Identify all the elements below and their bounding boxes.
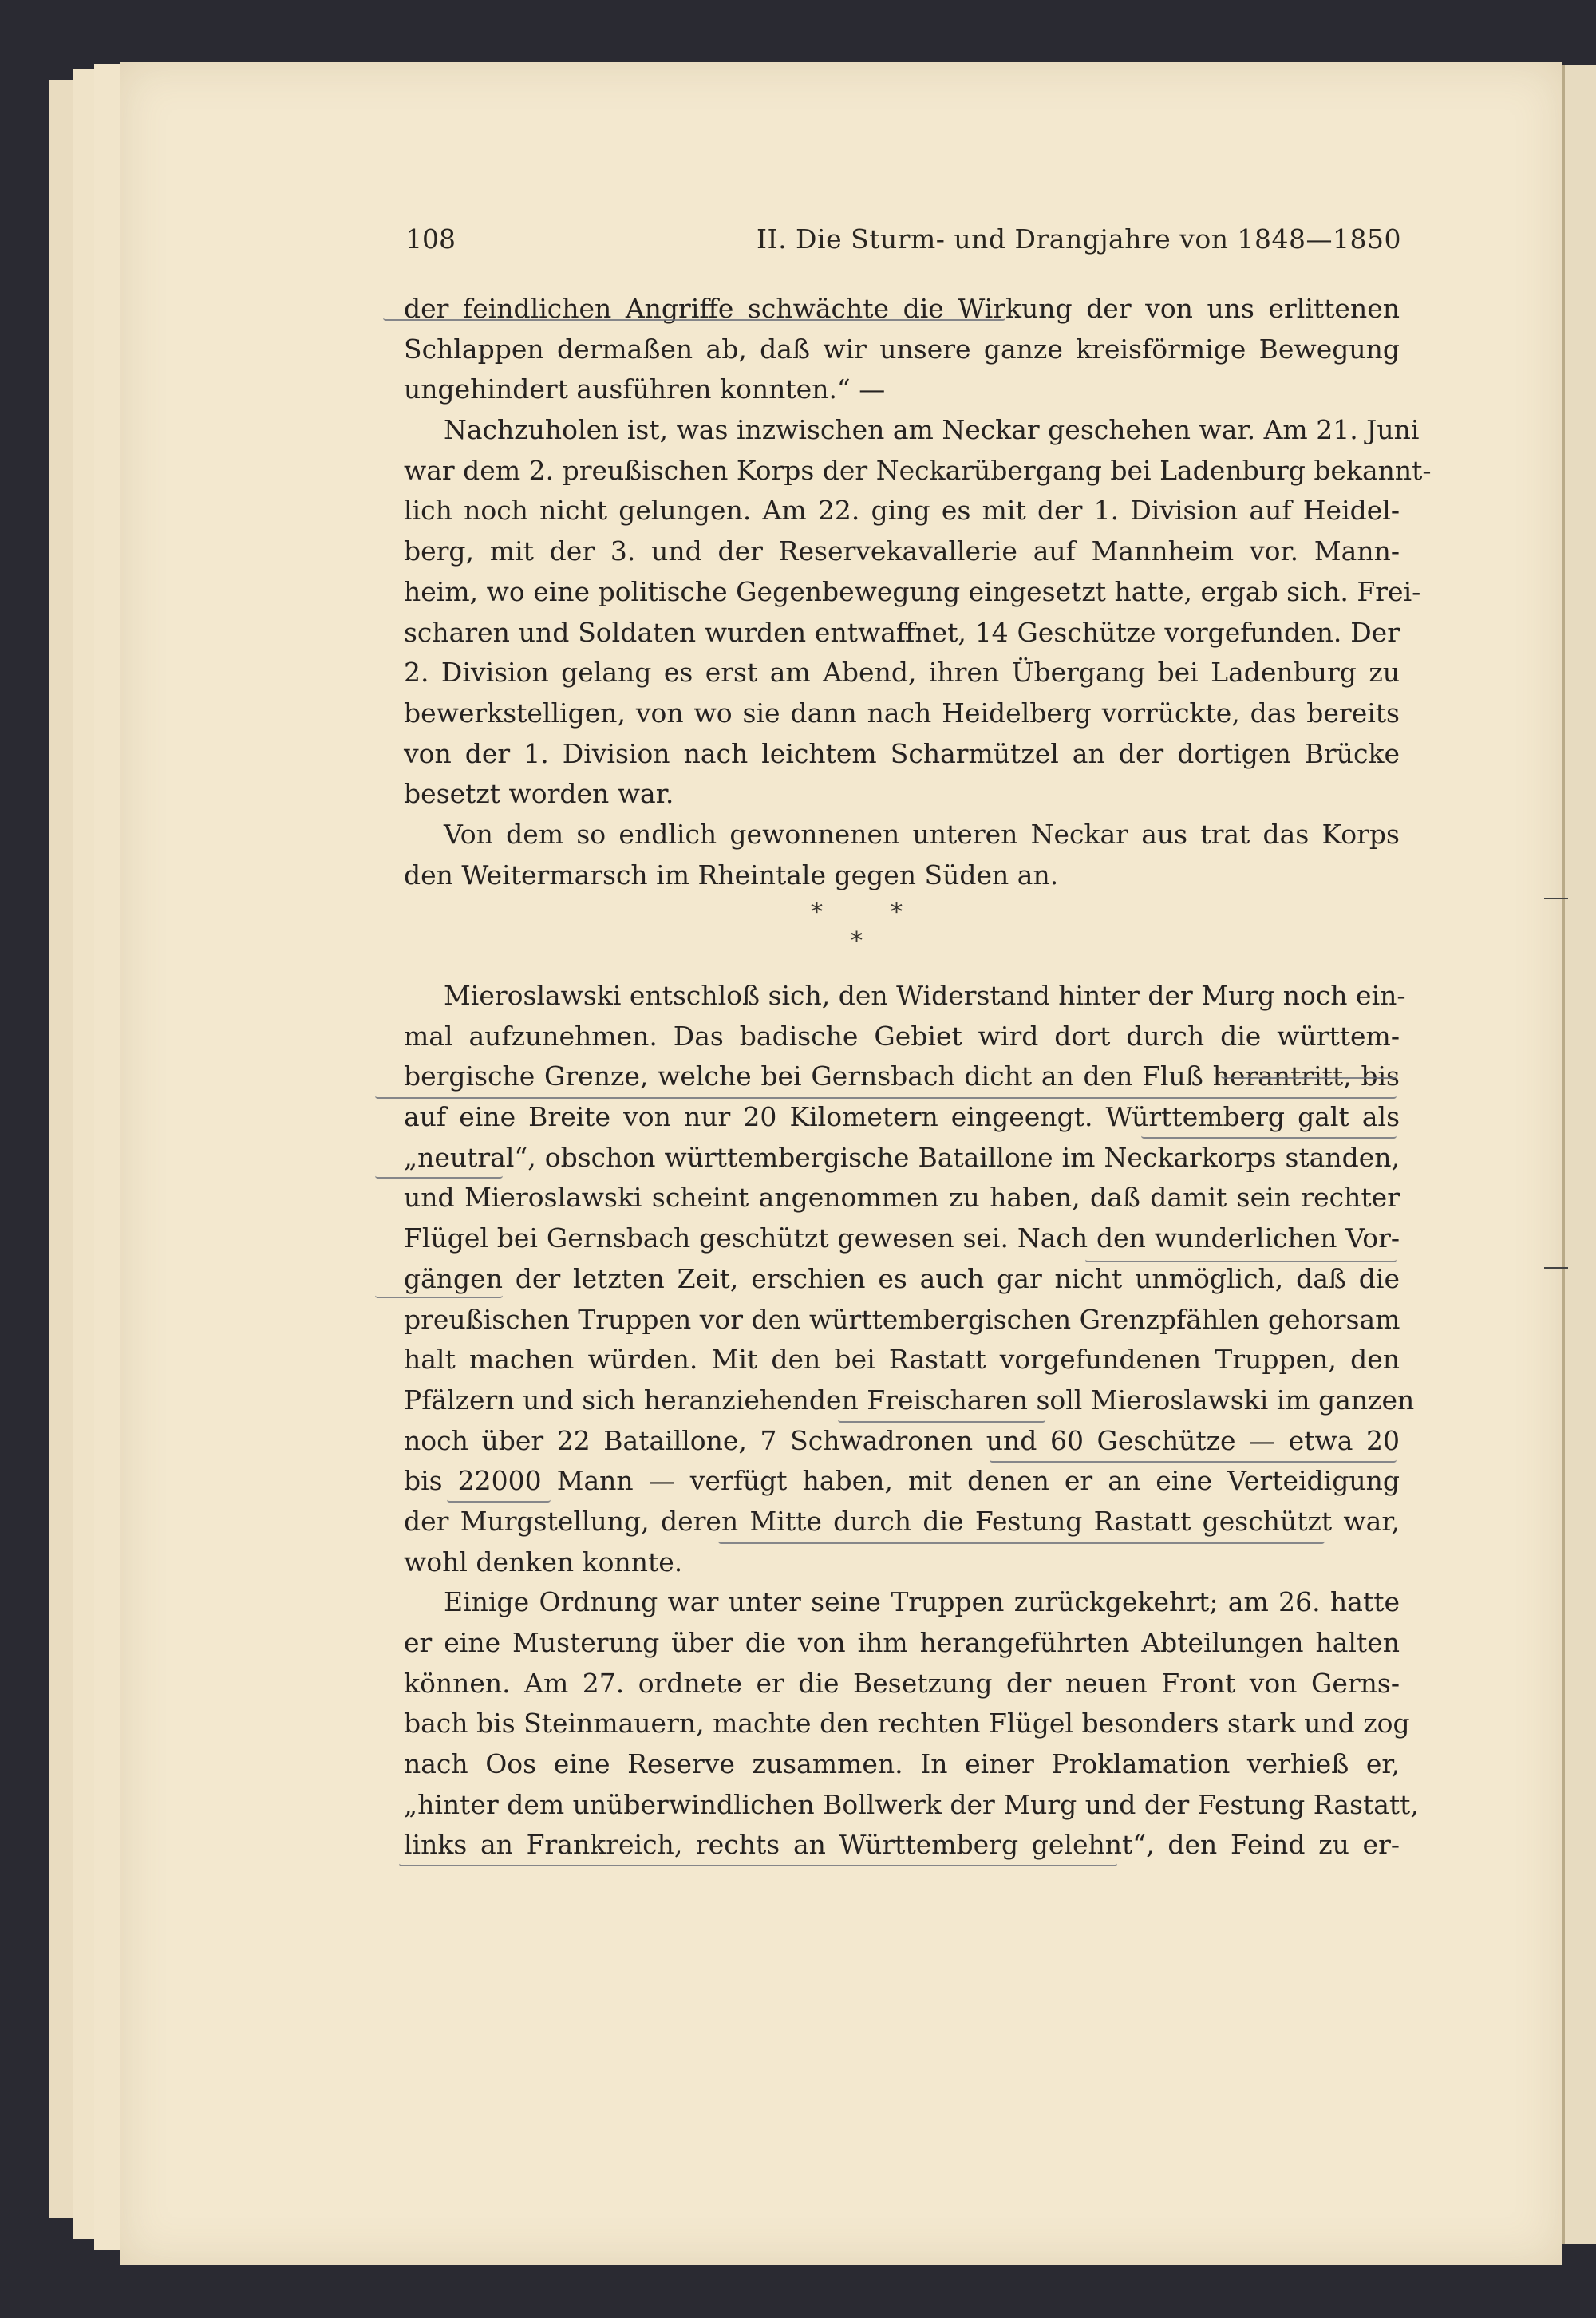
text-line: preußischen Truppen vor den württembergischen Grenzpfählen gehorsam	[404, 1303, 1400, 1335]
text-line: nach Oos eine Reserve zusammen. In einer Proklamation verhieß er,	[404, 1748, 1400, 1780]
pencil-underline	[1085, 1257, 1396, 1262]
pencil-underline	[399, 1861, 1117, 1866]
text-line: bergische Grenze, welche bei Gernsbach dicht an den Fluß herantritt, bis	[404, 1060, 1400, 1092]
text-line: mal aufzunehmen. Das badische Gebiet wird dort durch die württem-	[404, 1020, 1400, 1052]
text-line: bis 22000 Mann — verfügt haben, mit denen er an eine Verteidigung	[404, 1465, 1400, 1497]
text-line: Von dem so endlich gewonnenen unteren Neckar aus trat das Korps	[444, 818, 1400, 850]
text-line: wohl denken konnte.	[404, 1546, 683, 1578]
pencil-underline	[383, 315, 1005, 321]
text-line: von der 1. Division nach leichtem Scharmützel an der dortigen Brücke	[404, 737, 1400, 769]
text-line: besetzt worden war.	[404, 778, 674, 810]
margin-tick	[1544, 1267, 1568, 1269]
text-line: „neutral“, obschon württembergische Bataillone im Neckarkorps standen,	[404, 1141, 1400, 1173]
pencil-underline	[1141, 1133, 1396, 1139]
text-line: bewerkstelligen, von wo sie dann nach Heidelberg vorrückte, das bereits	[404, 697, 1400, 729]
text-line: bach bis Steinmauern, machte den rechten Flügel besonders stark und zog	[404, 1708, 1410, 1739]
pencil-underline	[990, 1457, 1396, 1463]
text-line: halt machen würden. Mit den bei Rastatt vorgefundenen Truppen, den	[404, 1344, 1400, 1376]
text-line: Schlappen dermaßen ab, daß wir unsere ganze kreisförmige Bewegung	[404, 333, 1400, 365]
text-line: noch über 22 Bataillone, 7 Schwadronen und 60 Geschütze — etwa 20	[404, 1424, 1400, 1456]
text-line: Nachzuholen ist, was inzwischen am Neckar geschehen war. Am 21. Juni	[444, 414, 1420, 446]
text-line: 2. Division gelang es erst am Abend, ihren Übergang bei Ladenburg zu	[404, 657, 1400, 689]
text-line: ungehindert ausführen konnten.“ —	[404, 373, 886, 405]
text-line: Pfälzern und sich heranziehenden Freischaren soll Mieroslawski im ganzen	[404, 1384, 1415, 1416]
text-line: er eine Musterung über die von ihm herangeführten Abteilungen halten	[404, 1627, 1400, 1658]
text-line: war dem 2. preußischen Korps der Neckarübergang bei Ladenburg bekannt-	[404, 454, 1432, 486]
text-line: Mieroslawski entschloß sich, den Widerstand hinter der Murg noch ein-	[444, 980, 1406, 1011]
paragraph-block-1	[404, 289, 1432, 895]
pencil-underline	[838, 1417, 1045, 1423]
pencil-underline	[447, 1497, 551, 1503]
text-line: gängen der letzten Zeit, erschien es auch gar nicht unmöglich, daß die	[404, 1262, 1400, 1294]
text-line: Einige Ordnung war unter seine Truppen zurückgekehrt; am 26. hatte	[444, 1586, 1400, 1618]
separator-star: *	[891, 898, 903, 927]
separator-star: *	[811, 898, 823, 927]
pencil-underline	[1221, 1073, 1396, 1079]
text-line: heim, wo eine politische Gegenbewegung eingesetzt hatte, ergab sich. Frei-	[404, 575, 1421, 607]
running-title: II. Die Sturm- und Drangjahre von 1848—1850	[757, 223, 1401, 255]
text-line: der Murgstellung, deren Mitte durch die Festung Rastatt geschützt war,	[404, 1505, 1400, 1537]
text-line: und Mieroslawski scheint angenommen zu haben, daß damit sein rechter	[404, 1182, 1400, 1214]
pencil-underline	[375, 1173, 503, 1179]
text-line: Flügel bei Gernsbach geschützt gewesen sei. Nach den wunderlichen Vor-	[404, 1222, 1400, 1254]
text-line: der feindlichen Angriffe schwächte die Wirkung der von uns erlittenen	[404, 293, 1400, 324]
text-line: können. Am 27. ordnete er die Besetzung der neuen Front von Gerns-	[404, 1667, 1400, 1699]
separator-star: *	[851, 927, 863, 956]
pencil-underline	[375, 1293, 503, 1298]
text-line: links an Frankreich, rechts an Württemberg gelehnt“, den Feind zu er-	[404, 1829, 1400, 1861]
margin-tick	[1544, 898, 1568, 899]
page-number: 108	[405, 223, 456, 255]
pencil-underline	[375, 1093, 1396, 1099]
page-header	[286, 223, 1403, 265]
section-separator	[404, 895, 1400, 956]
text-line: den Weitermarsch im Rheintale gegen Süden an.	[404, 859, 1059, 890]
text-line: „hinter dem unüberwindlichen Bollwerk der Murg und der Festung Rastatt,	[404, 1788, 1419, 1820]
text-line: scharen und Soldaten wurden entwaffnet, 14 Geschütze vorgefunden. Der	[404, 616, 1400, 648]
pencil-underline	[718, 1538, 1325, 1544]
next-page-edge	[1562, 65, 1596, 2244]
text-line: berg, mit der 3. und der Reservekavallerie auf Mannheim vor. Mann-	[404, 535, 1400, 567]
text-line: lich noch nicht gelungen. Am 22. ging es mit der 1. Division auf Heidel-	[404, 495, 1400, 527]
text-line: auf eine Breite von nur 20 Kilometern eingeengt. Württemberg galt als	[404, 1101, 1400, 1133]
